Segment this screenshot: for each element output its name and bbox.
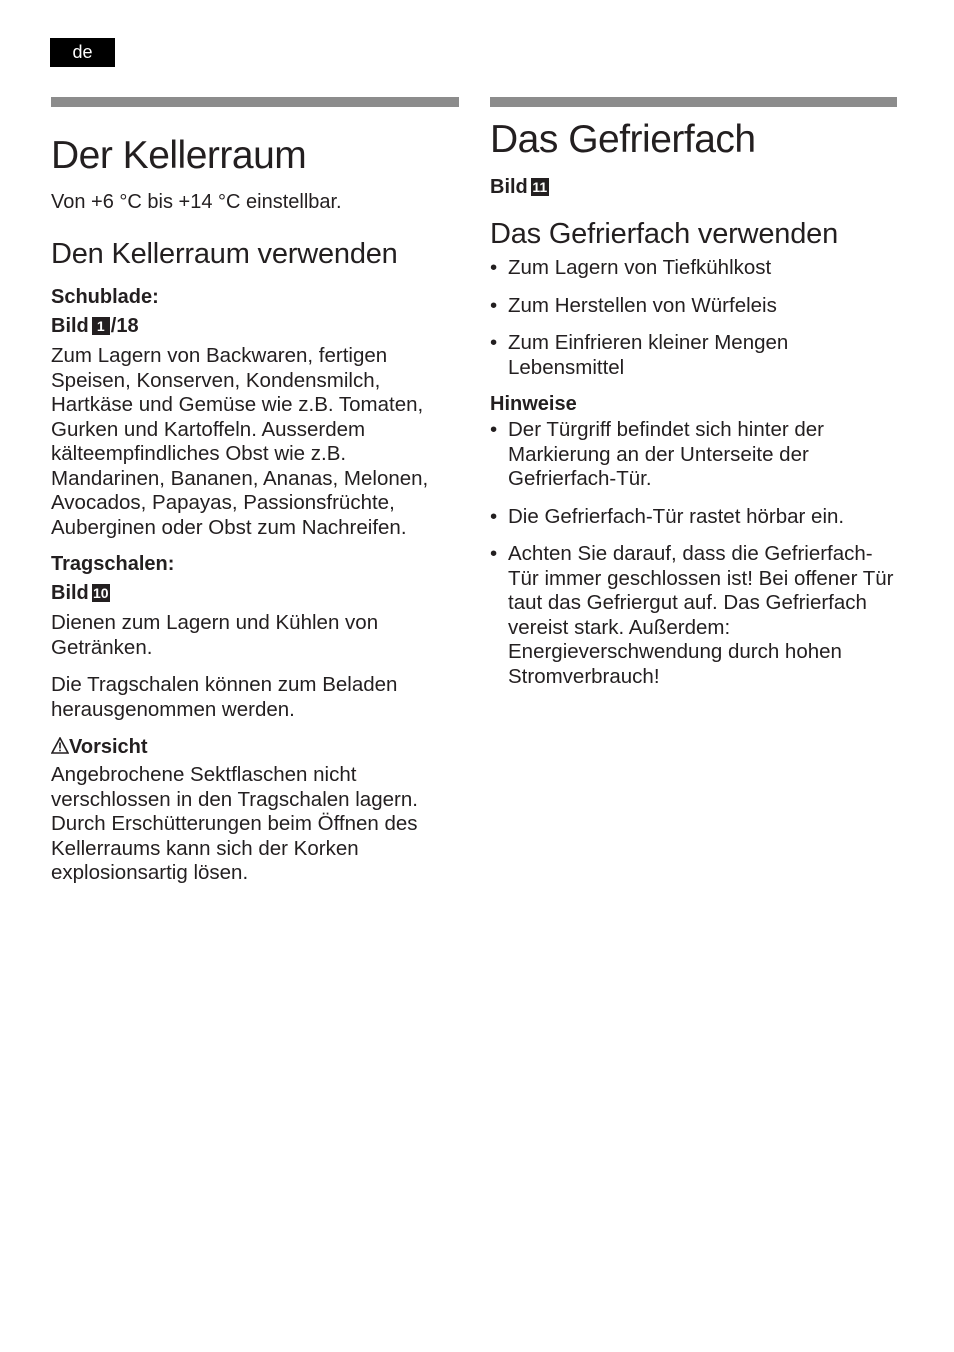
list-item: • Zum Einfrieren kleiner Mengen Lebensmittel xyxy=(490,331,789,379)
list-item: • Der Türgriff befindet sich hinter der Markierung an der Unterseite der Gefrierfach-Tür. xyxy=(490,418,825,490)
notes-heading: Hinweise xyxy=(490,393,577,415)
freezer-section xyxy=(490,97,897,689)
drawer-label: Schublade: xyxy=(51,286,159,308)
section-rule xyxy=(490,97,897,107)
freezer-uses-list xyxy=(490,256,897,380)
bild-label: Bild xyxy=(51,315,89,337)
drawer-description: Zum Lagern von Backwaren, fertigen Speisen, Konserven, Kondensmilch, Hartkäse und Gemüse wie z.B. Tomaten, Gurken und Kartoffeln. Ausserdem kälteempfindliches Obst wie z.B. Mandarinen, Bananen, Ananas, Melonen, Avocados, Papayas, Passionsfrüchte, Auberginen oder Obst zum Nachreifen. xyxy=(51,344,429,539)
trays-figure-ref xyxy=(51,579,459,607)
trays-removal-note: Die Tragschalen können zum Beladen herausgenommen werden. xyxy=(51,673,398,721)
bild-label: Bild xyxy=(490,176,528,198)
bild-label: Bild xyxy=(51,582,89,604)
freezer-notes-list xyxy=(490,418,897,689)
section-rule xyxy=(51,97,459,107)
cellar-use-heading: Den Kellerraum verwenden xyxy=(51,238,398,270)
list-item: • Die Gefrierfach-Tür rastet hörbar ein. xyxy=(490,504,845,528)
freezer-figure-ref xyxy=(490,173,897,201)
list-item: • Zum Herstellen von Würfeleis xyxy=(490,293,777,317)
drawer-figure-ref xyxy=(51,312,459,340)
language-tab: de xyxy=(50,38,115,67)
figure-number-badge: 10 xyxy=(92,585,109,601)
caution-text: Angebrochene Sektflaschen nicht verschlossen in den Tragschalen lagern. Durch Erschütterungen beim Öffnen des Kellerraums kann sich der Korken explosionsartig lösen. xyxy=(51,763,418,884)
list-item: • Achten Sie darauf, dass die Gefrierfach-Tür immer geschlossen ist! Bei offener Tür taut das Gefriergut auf. Das Gefrierfach vereist stark. Außerdem: Energieverschwendung durch hohen Stromverbrauch! xyxy=(490,542,894,688)
trays-description: Dienen zum Lagern und Kühlen von Getränken. xyxy=(51,611,379,659)
freezer-title: Das Gefrierfach xyxy=(490,118,756,161)
freezer-use-heading: Das Gefrierfach verwenden xyxy=(490,218,838,250)
caution-label: Vorsicht xyxy=(69,736,148,758)
list-item: • Zum Lagern von Tiefkühlkost xyxy=(490,256,772,279)
trays-label: Tragschalen: xyxy=(51,553,175,575)
figure-suffix: /18 xyxy=(110,315,139,337)
figure-number-badge: 11 xyxy=(532,179,548,195)
caution-heading xyxy=(51,733,459,761)
warning-triangle-icon xyxy=(51,737,69,754)
cellar-title: Der Kellerraum xyxy=(51,134,307,177)
figure-number-badge: 1 xyxy=(92,317,110,335)
cellar-temperature-range: Von +6 °C bis +14 °C einstellbar. xyxy=(51,191,342,213)
cellar-section xyxy=(51,97,459,886)
